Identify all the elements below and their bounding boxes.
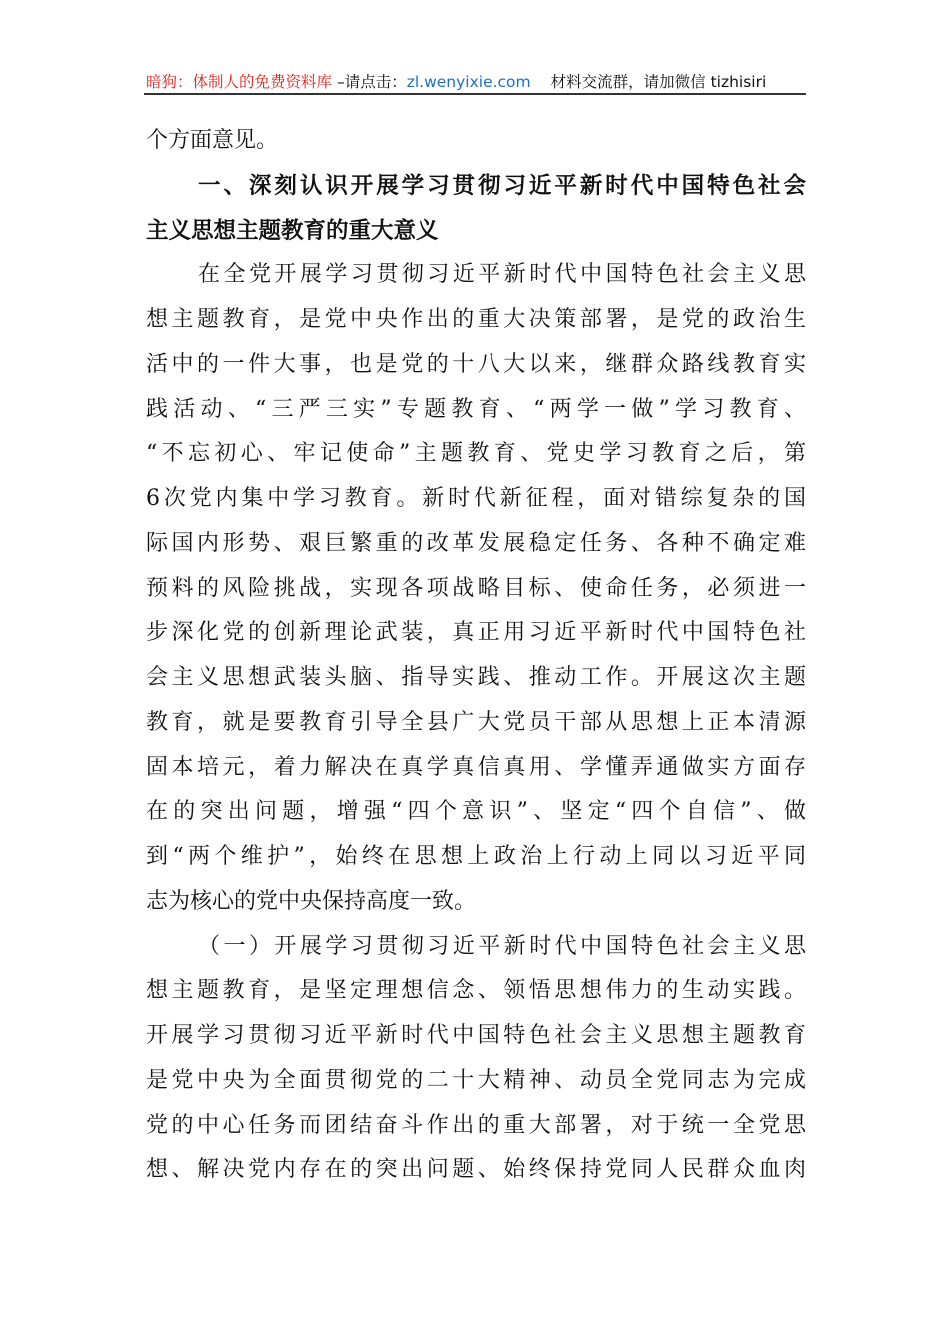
section-heading-line: 主义思想主题教育的重大意义 [146,217,439,244]
paragraph-line: 6次党内集中学习教育。新时代新征程，面对错综复杂的国 [146,486,806,511]
paragraph-line: 到“两个维护”，始终在思想上政治上行动上同以习近平同 [146,844,806,869]
paragraph-line: 预料的风险挑战，实现各项战略目标、使命任务，必须进一 [146,575,806,601]
paragraph-line: 想主题教育，是党中央作出的重大决策部署，是党的政治生 [146,307,806,332]
header-divider [144,93,806,95]
paragraph-line: 活中的一件大事，也是党的十八大以来，继群众路线教育实 [146,351,806,377]
paragraph-line: 践活动、“三严三实”专题教育、“两学一做”学习教育、 [146,396,806,422]
paragraph-line: 步深化党的创新理论武装，真正用习近平新时代中国特色社 [146,620,806,646]
header-link[interactable]: zl.wenyixie.com [406,73,531,91]
paragraph-line: 志为核心的党中央保持高度一致。 [146,888,477,914]
paragraph-line: “不忘初心、牢记使命”主题教育、党史学习教育之后，第 [146,441,806,467]
header-red-text: 暗狗：体制人的免费资料库 [146,73,333,91]
paragraph-line: 开展学习贯彻习近平新时代中国特色社会主义思想主题教育 [146,1023,806,1048]
paragraph-line: 在全党开展学习贯彻习近平新时代中国特色社会主义思 [198,262,806,288]
section-heading-line: 一、深刻认识开展学习贯彻习近平新时代中国特色社会 [198,172,806,199]
paragraph-line: 教育，就是要教育引导全县广大党员干部从思想上正本清源 [146,709,806,735]
paragraph-line: 会主义思想武装头脑、指导实践、推动工作。开展这次主题 [146,665,806,690]
paragraph-line: 个方面意见。 [146,128,279,153]
paragraph-line: 想、解决党内存在的突出问题、始终保持党同人民群众血肉 [146,1157,806,1183]
header-mid-text: –请点击： [332,73,407,91]
paragraph-line: 在的突出问题，增强“四个意识”、坚定“四个自信”、做 [146,799,806,825]
paragraph-line: （一）开展学习贯彻习近平新时代中国特色社会主义思 [198,933,806,959]
paragraph-line: 是党中央为全面贯彻党的二十大精神、动员全党同志为完成 [146,1067,806,1093]
paragraph-line: 固本培元，着力解决在真学真信真用、学懂弄通做实方面存 [146,754,806,780]
page-header [146,70,806,92]
paragraph-line: 际国内形势、艰巨繁重的改革发展稳定任务、各种不确定难 [146,530,806,556]
paragraph-line: 想主题教育，是坚定理想信念、领悟思想伟力的生动实践。 [146,978,806,1004]
paragraph-line: 党的中心任务而团结奋斗作出的重大部署，对于统一全党思 [146,1112,806,1138]
header-right-text: 材料交流群，请加微信 tizhisiri [550,73,767,91]
